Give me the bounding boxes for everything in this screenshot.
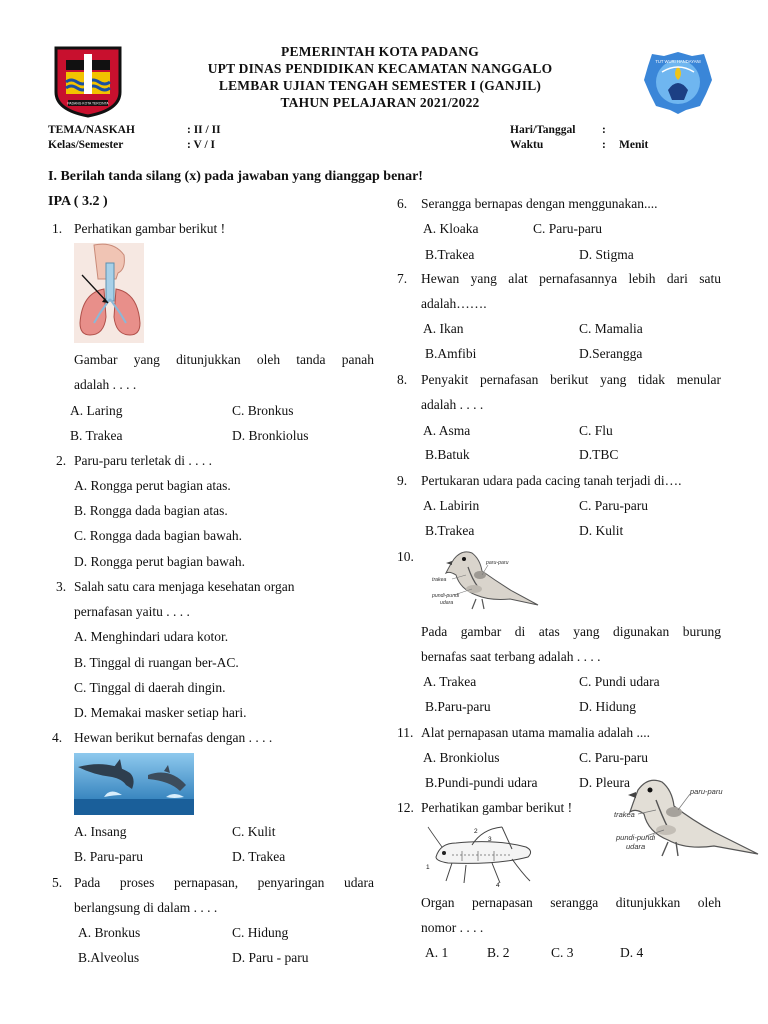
- q11-option-d[interactable]: D. Pleura: [579, 775, 630, 790]
- q5-option-d[interactable]: D. Paru - paru: [232, 950, 309, 965]
- grasshopper-image: [422, 823, 538, 889]
- q10-label-paru: paru-paru: [486, 560, 509, 566]
- q3-text-2: pernafasan yaitu . . . .: [74, 604, 190, 619]
- q6-option-c[interactable]: C. Paru-paru: [533, 221, 602, 236]
- subject-title: IPA ( 3.2 ): [48, 194, 108, 209]
- waktu-unit: Menit: [619, 139, 649, 151]
- q5-option-c[interactable]: C. Hidung: [232, 925, 289, 940]
- q11-number: 11.: [397, 725, 414, 740]
- q2-option-c[interactable]: C. Rongga dada bagian bawah.: [74, 528, 242, 543]
- q4-text: Hewan berikut bernafas dengan . . . .: [74, 730, 273, 745]
- q1-option-d[interactable]: D. Bronkiolus: [232, 428, 309, 443]
- header-line-4: TAHUN PELAJARAN 2021/2022: [280, 95, 480, 110]
- q9-option-c[interactable]: C. Paru-paru: [579, 498, 648, 513]
- q10-option-a[interactable]: A. Trakea: [423, 674, 477, 689]
- q6-number: 6.: [397, 196, 408, 211]
- waktu-label: Waktu: [510, 139, 544, 151]
- education-logo: [642, 50, 714, 116]
- q1-option-b[interactable]: B. Trakea: [70, 428, 123, 443]
- q6-text: Serangga bernapas dengan menggunakan....: [421, 196, 658, 211]
- q3-option-d[interactable]: D. Memakai masker setiap hari.: [74, 705, 247, 720]
- q12-number: 12.: [397, 800, 414, 815]
- q11-option-b[interactable]: B.Pundi-pundi udara: [425, 775, 538, 790]
- q3-option-a[interactable]: A. Menghindari udara kotor.: [74, 629, 229, 644]
- kelas-value: : V / I: [187, 139, 216, 151]
- q7-option-d[interactable]: D.Serangga: [579, 346, 643, 361]
- q4-number: 4.: [52, 730, 63, 745]
- instruction: I. Berilah tanda silang (x) pada jawaban yang dianggap benar!: [48, 169, 423, 184]
- q11-option-c[interactable]: C. Paru-paru: [579, 750, 648, 765]
- q1-option-a[interactable]: A. Laring: [70, 403, 123, 418]
- q12-img-num-2: 2: [474, 828, 478, 835]
- q9-option-b[interactable]: B.Trakea: [425, 523, 475, 538]
- q1-text-2b: adalah . . . .: [74, 377, 137, 392]
- bird-respiration-image-large: [612, 770, 764, 862]
- q9-number: 9.: [397, 473, 408, 488]
- bird-respiration-image: [424, 545, 540, 613]
- q3-option-c[interactable]: C. Tinggal di daerah dingin.: [74, 680, 226, 695]
- q10-label-udara: udara: [440, 600, 454, 606]
- tema-value: : II / II: [187, 124, 221, 136]
- q5-option-b[interactable]: B.Alveolus: [78, 950, 140, 965]
- q7-text-2: adalah…….: [421, 296, 487, 311]
- q1-number: 1.: [52, 221, 63, 236]
- q5-text-2: berlangsung di dalam . . . .: [74, 900, 218, 915]
- q12-img-num-1: 1: [426, 864, 430, 871]
- q4-option-a[interactable]: A. Insang: [74, 824, 127, 839]
- dolphins-image: [74, 753, 194, 815]
- q3-number: 3.: [56, 579, 67, 594]
- waktu-value: :: [602, 139, 606, 151]
- q4-option-d[interactable]: D. Trakea: [232, 849, 286, 864]
- q3-text: Salah satu cara menjaga kesehatan organ: [74, 579, 295, 594]
- q2-text: Paru-paru terletak di . . . .: [74, 453, 212, 468]
- city-logo: [52, 46, 124, 118]
- header-line-3: LEMBAR UJIAN TENGAH SEMESTER I (GANJIL): [218, 78, 542, 93]
- q7-number: 7.: [397, 271, 408, 286]
- q10-text: Pada gambar di atas yang digunakan burung: [421, 624, 721, 639]
- q11-text: Alat pernapasan utama mamalia adalah ....: [421, 725, 651, 740]
- header-line-1: PEMERINTAH KOTA PADANG: [281, 44, 479, 59]
- q9-option-a[interactable]: A. Labirin: [423, 498, 480, 513]
- q12-option-d[interactable]: D. 4: [620, 945, 644, 960]
- bird-right-label-pundi: pundi-pundi: [616, 833, 656, 842]
- hari-label: Hari/Tanggal: [510, 124, 576, 136]
- q12-text: Perhatikan gambar berikut !: [421, 800, 573, 815]
- q9-option-d[interactable]: D. Kulit: [579, 523, 624, 538]
- tema-label: TEMA/NASKAH: [48, 124, 135, 136]
- q10-label-pundi: pundi-pundi: [432, 593, 460, 599]
- q8-option-d[interactable]: D.TBC: [579, 447, 619, 462]
- q8-option-c[interactable]: C. Flu: [579, 423, 613, 438]
- bird-right-label-udara: udara: [626, 842, 646, 851]
- respiratory-system-image: [74, 243, 144, 343]
- q1-option-c[interactable]: C. Bronkus: [232, 403, 294, 418]
- q10-label-trakea: trakea: [432, 577, 447, 583]
- q10-option-d[interactable]: D. Hidung: [579, 699, 636, 714]
- q8-option-b[interactable]: B.Batuk: [425, 447, 470, 462]
- q8-text-2: adalah . . . .: [421, 397, 484, 412]
- q12-option-c[interactable]: C. 3: [551, 945, 574, 960]
- q12-img-num-4: 4: [496, 882, 500, 889]
- q12-text-2: Organ pernapasan serangga ditunjukkan oleh: [421, 895, 721, 910]
- bird-right-label-trakea: trakea: [614, 810, 635, 819]
- q2-number: 2.: [56, 453, 67, 468]
- q7-option-a[interactable]: A. Ikan: [423, 321, 464, 336]
- q6-option-b[interactable]: B.Trakea: [425, 247, 475, 262]
- q6-option-d[interactable]: D. Stigma: [579, 247, 634, 262]
- q4-option-b[interactable]: B. Paru-paru: [74, 849, 143, 864]
- q1-text: Perhatikan gambar berikut !: [74, 221, 226, 236]
- hari-value: :: [602, 124, 606, 136]
- q6-option-a[interactable]: A. Kloaka: [423, 221, 479, 236]
- bird-right-label-paru: paru-paru: [690, 787, 723, 796]
- q10-option-b[interactable]: B.Paru-paru: [425, 699, 491, 714]
- header-line-2: UPT DINAS PENDIDIKAN KECAMATAN NANGGALO: [207, 61, 553, 76]
- q10-text-2: bernafas saat terbang adalah . . . .: [421, 649, 601, 664]
- q8-text: Penyakit pernafasan berikut yang tidak menular: [421, 372, 721, 387]
- education-logo-text: TUT WURI HANDAYANI: [655, 59, 701, 64]
- q7-option-c[interactable]: C. Mamalia: [579, 321, 643, 336]
- q7-option-b[interactable]: B.Amfibi: [425, 346, 477, 361]
- q2-option-b[interactable]: B. Rongga dada bagian atas.: [74, 503, 228, 518]
- q5-option-a[interactable]: A. Bronkus: [78, 925, 141, 940]
- q9-text: Pertukaran udara pada cacing tanah terjadi di….: [421, 473, 682, 488]
- q12-img-num-3: 3: [488, 836, 492, 843]
- q8-option-a[interactable]: A. Asma: [423, 423, 471, 438]
- q1-text-2a: Gambar yang ditunjukkan oleh tanda panah: [74, 352, 374, 367]
- q5-number: 5.: [52, 875, 63, 890]
- kelas-label: Kelas/Semester: [48, 139, 124, 151]
- q4-option-c[interactable]: C. Kulit: [232, 824, 276, 839]
- q10-number: 10.: [397, 549, 414, 564]
- q2-option-a[interactable]: A. Rongga perut bagian atas.: [74, 478, 231, 493]
- q12-option-b[interactable]: B. 2: [487, 945, 510, 960]
- q5-text: Pada proses pernapasan, penyaringan udara: [74, 875, 374, 890]
- q2-option-d[interactable]: D. Rongga perut bagian bawah.: [74, 554, 245, 569]
- q11-option-a[interactable]: A. Bronkiolus: [423, 750, 500, 765]
- q3-option-b[interactable]: B. Tinggal di ruangan ber-AC.: [74, 655, 239, 670]
- q7-text: Hewan yang alat pernafasannya lebih dari satu: [421, 271, 721, 286]
- city-logo-text: PADANG KOTA TERCINTA: [67, 101, 109, 106]
- q12-option-a[interactable]: A. 1: [425, 945, 449, 960]
- q10-option-c[interactable]: C. Pundi udara: [579, 674, 660, 689]
- q8-number: 8.: [397, 372, 408, 387]
- q12-text-3: nomor . . . .: [421, 920, 484, 935]
